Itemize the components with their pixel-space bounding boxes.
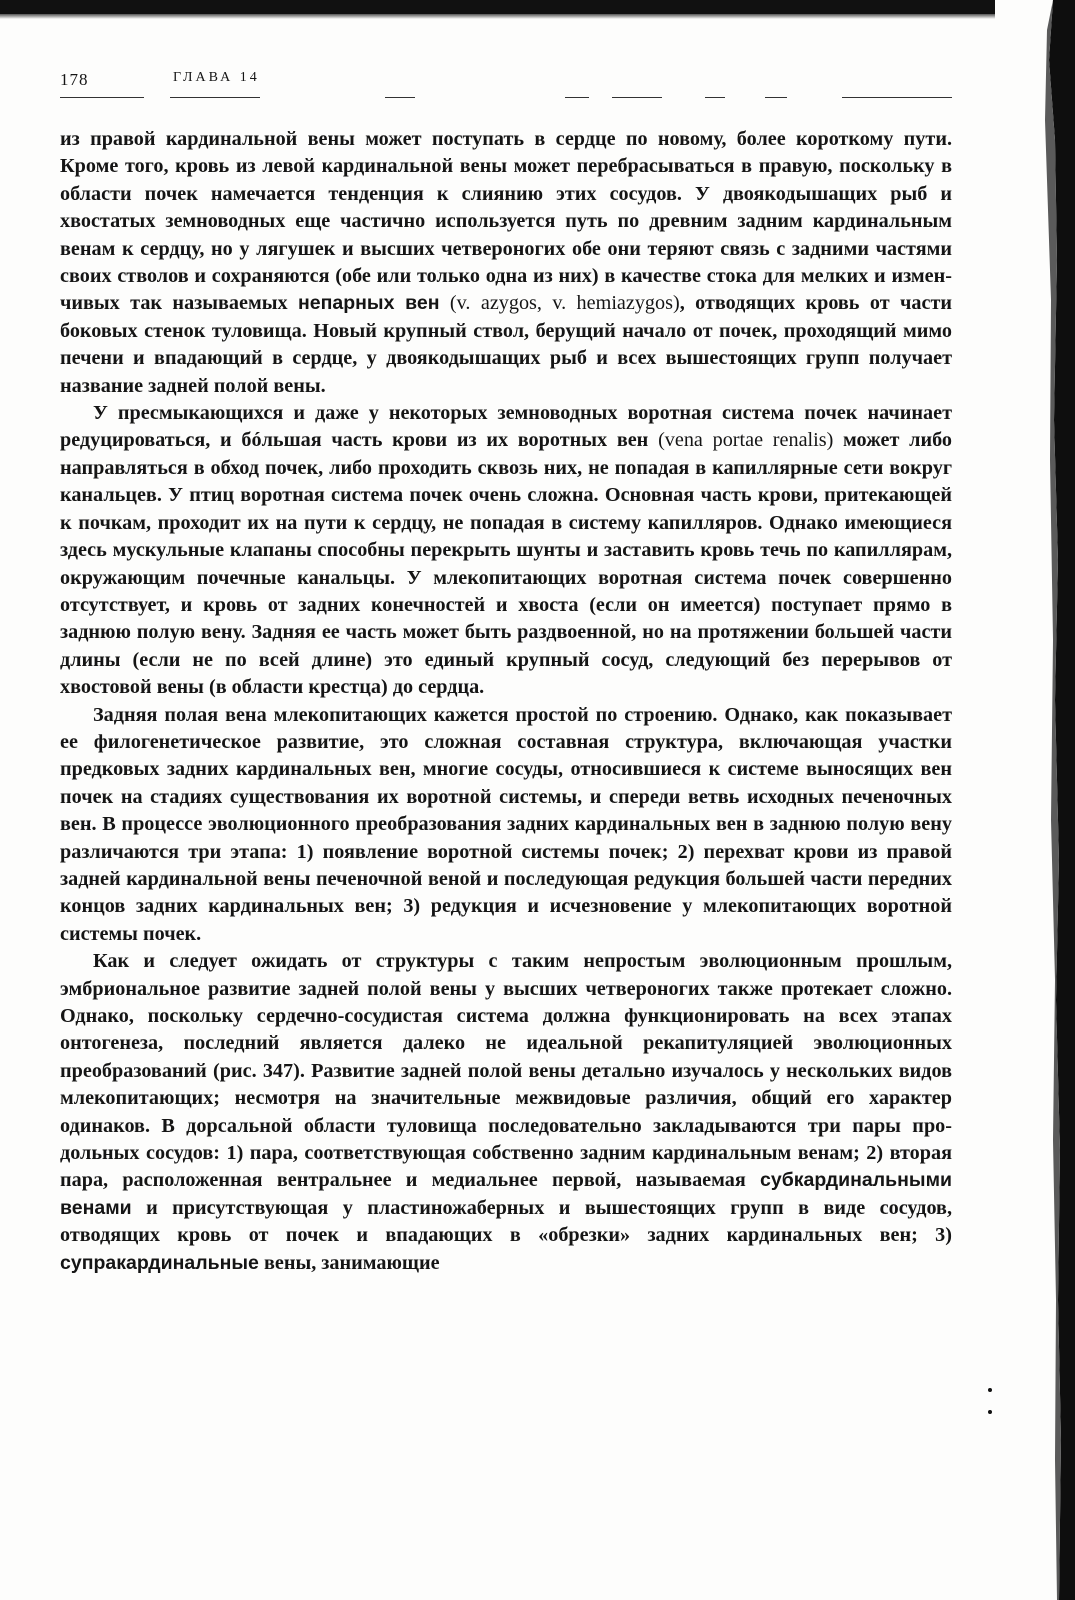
text-run: может либо направляться в обход почек, либо проходить сквозь них, не попадая в капиллярные сети вокруг канальцев. У птиц воротная система почек очень сложна. Основная часть крови, притекающей к почкам, проходит их на пути к сердцу, не попадая в систему капилляров. Однако имеющиеся здесь мускульные клапаны способны перекрыть шунты и заставить кровь течь по капиллярам, окружающим почечные канальцы. У млекопитающих воротная система почек совершенно отсутствует, и кровь от задних конечностей и хвоста (если он имеется) поступает прямо в заднюю полую вену. Задняя ее часть может быть раздвоенной, но на протяжении большей части длины (если не по всей длине) это единый крупный сосуд, следующий без перерывов от хвостовой вены (в области крестца) до сердца.: [60, 429, 952, 699]
text-run: и присутствующая у пластиножаберных и вышестоящих групп в виде сосудов, отводящих кровь от почек и впадающих в «обрезки» задних кардинальных вен; 3): [60, 1196, 952, 1247]
bold-term: непарных вен: [297, 292, 440, 315]
latin-name: (vena portae renalis): [658, 429, 834, 452]
scan-top-edge: [0, 0, 1075, 14]
bold-term: субкардинальными венами: [60, 1169, 952, 1219]
running-header: [60, 68, 952, 92]
body-text: [60, 126, 952, 1277]
text-run: Как и следует ожидать от структуры с таким непростым эволюционным прошлым, эмбриональное развитие задней полой вены у высших четвероногих также протекает сложно. Однако, поскольку сердечно-сосудистая система должна функционировать на всех этапах онтогенеза, последний является далеко не идеальной рекапитуляцией эволюционных преобразований (рис. 347). Развитие задней полой вены детально изучалось у нескольких видов млекопитающих; несмотря на значительные межвидовые различия, общий его характер одинаков. В дорсальной области туловища последовательно закладываются три пары продольных сосудов: 1) пара, соответствующая собственно задним кардинальным венам; 2) вторая пара, расположенная вентральнее и медиальнее первой, называемая: [60, 950, 952, 1192]
text-run: У пресмыкающихся и даже у некоторых земноводных воротная система почек начинает редуцироваться, и бóльшая часть крови из их воротных вен: [60, 402, 952, 452]
text-run: из правой кардинальной вены может поступать в сердце по новому, более короткому пути. Кроме того, кровь из левой кардинальной вены может перебрасываться в правую, поскольку в области почек намечается тенденция к слиянию этих сосудов. У двоякодышащих рыб и хвостатых земноводных еще частично используется путь по древним задним кардинальным венам к сердцу, но у лягушек и высших четвероногих обе они теряют связь с задними частями своих стволов и сохраняются (обе или только одна из них) в качестве стока для мелких и изменчивых так называемых: [60, 128, 952, 315]
text-run: , отводящих кровь от части боковых стенок туловища. Новый крупный ствол, берущий начало от почек, проходящий мимо печени и впадающий в сердце, у двоякодышащих рыб и всех вышестоящих групп получает название задней полой вены.: [60, 292, 952, 397]
text-run: Задняя полая вена млекопитающих кажется простой по строению. Однако, как показывает ее филогенетическое развитие, это сложная составная структура, включающая участки предковых задних кардинальных вен, многие сосуды, относившиеся к системе выносящих вен почек на стадиях существования их воротной системы, и спереди ветвь исходных печеночных вен. В процессе эволюционного преобразования задних кардинальных вен в заднюю полую вену различаются три этапа: 1) появление воротной системы почек; 2) перехват крови из правой задней кардинальной вены печеночной веной и последующая редукция большей части передних концов задних кардинальных вен; 3) редукция и исчезновение у млекопитающих воротной системы почек.: [60, 703, 952, 945]
bold-term: супракардинальные: [60, 1251, 259, 1274]
scan-speck: [988, 1388, 992, 1392]
scan-right-edge: [995, 0, 1075, 1600]
paragraph: [60, 400, 952, 701]
paragraph: [60, 126, 952, 400]
page-number: 178: [60, 70, 89, 89]
chapter-title: ГЛАВА 14: [173, 70, 260, 85]
scan-speck: [988, 1410, 992, 1414]
paragraph: [60, 702, 952, 949]
paragraph: [60, 948, 952, 1277]
text-run: вены, занимающие: [258, 1251, 440, 1274]
latin-name: (v. azygos, v. hemiazygos): [439, 292, 680, 315]
